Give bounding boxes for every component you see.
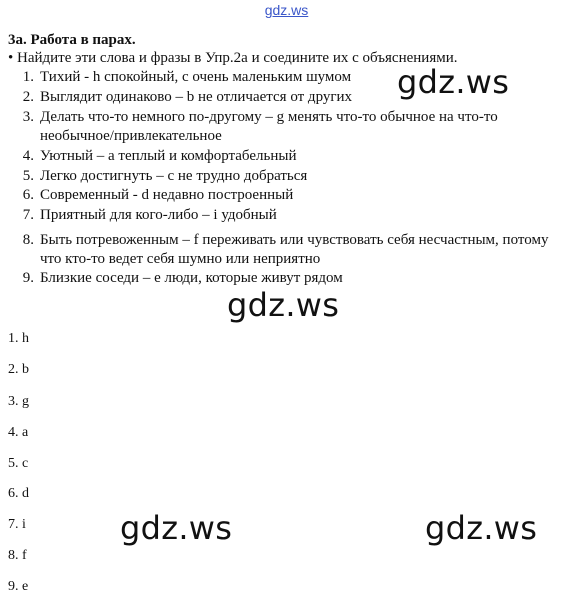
item-number: 7. [22, 207, 34, 223]
watermark: gdz.ws [120, 509, 233, 547]
item-number: 8. [22, 232, 34, 248]
item-number: 4. [22, 148, 34, 164]
item-number: 1. [22, 69, 34, 85]
item-text: Делать что-то немного по-другому – g менять что-то обычное на что-то необычное/привлекательное [40, 109, 498, 144]
answer-line: 2. b [8, 362, 29, 377]
answer-line: 8. f [8, 548, 27, 563]
exercise-heading: 3a. Работа в парах. [8, 32, 136, 48]
watermark: gdz.ws [227, 286, 340, 324]
answer-line: 4. a [8, 425, 29, 440]
list-item [18, 206, 568, 225]
item-number: 9. [22, 270, 34, 286]
item-text: Приятный для кого-либо – i удобный [40, 207, 277, 223]
list-item [18, 108, 568, 146]
exercise-instruction: • Найдите эти слова и фразы в Упр.2а и соедините их с объяснениями. [8, 50, 458, 66]
item-number: 2. [22, 89, 34, 105]
list-item [18, 147, 568, 166]
item-number: 6. [22, 187, 34, 203]
item-text: Быть потревоженным – f переживать или чувствовать себя несчастным, потому что кто-то ведет себя шумно или неприятно [40, 232, 549, 267]
answer-line: 6. d [8, 486, 29, 501]
header-link[interactable]: gdz.ws [264, 2, 309, 18]
item-text: Уютный – a теплый и комфортабельный [40, 148, 297, 164]
item-text: Легко достигнуть – c не трудно добраться [40, 168, 308, 184]
item-number: 5. [22, 168, 34, 184]
item-text: Современный - d недавно построенный [40, 187, 294, 203]
item-number: 3. [22, 109, 34, 125]
list-item [18, 231, 568, 269]
watermark: gdz.ws [397, 63, 510, 101]
list-item [18, 167, 568, 186]
watermark: gdz.ws [425, 509, 538, 547]
list-item [18, 186, 568, 205]
answer-line: 7. i [8, 517, 26, 532]
answer-line: 3. g [8, 394, 29, 409]
answer-line: 1. h [8, 331, 29, 346]
answer-line: 9. e [8, 579, 29, 594]
item-text: Тихий - h спокойный, с очень маленьким шумом [40, 69, 352, 85]
answer-line: 5. c [8, 456, 29, 471]
item-text: Выглядит одинаково – b не отличается от других [40, 89, 353, 105]
item-text: Близкие соседи – e люди, которые живут рядом [40, 270, 343, 286]
